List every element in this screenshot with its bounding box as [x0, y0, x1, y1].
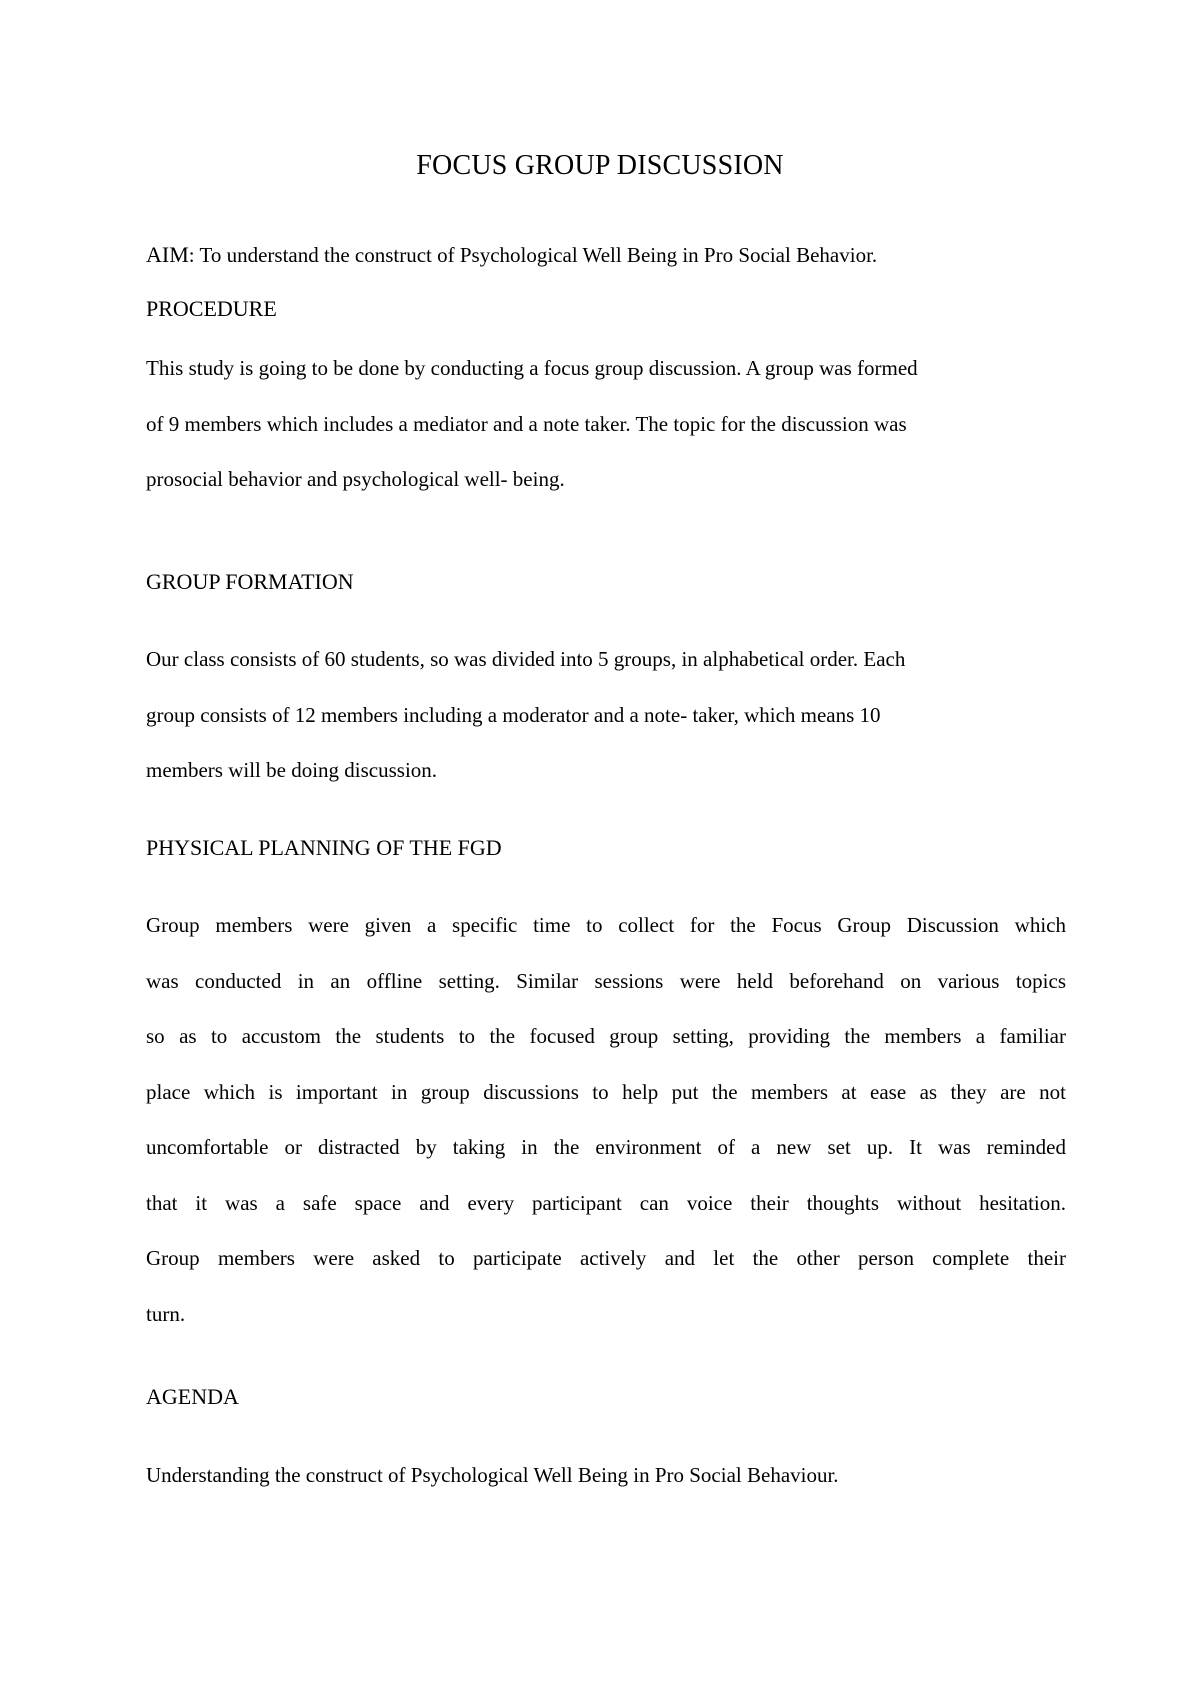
paragraph-line: group consists of 12 members including a moderator and a note- taker, which means 10: [146, 702, 881, 727]
paragraph-line: prosocial behavior and psychological well- being.: [146, 467, 565, 491]
group-formation-heading: GROUP FORMATION: [146, 569, 354, 594]
document-title: FOCUS GROUP DISCUSSION: [416, 150, 784, 181]
aim-label: AIM: [146, 242, 189, 267]
physical-planning-paragraph: [146, 898, 1066, 1342]
aim-text: : To understand the construct of Psychological Well Being in Pro Social Behavior.: [188, 243, 878, 267]
agenda-heading: AGENDA: [146, 1384, 239, 1409]
paragraph-line: Understanding the construct of Psychological Well Being in Pro Social Behaviour.: [146, 1463, 839, 1487]
paragraph-line: members will be doing discussion.: [146, 758, 438, 782]
procedure-paragraph: [146, 341, 1066, 508]
paragraph-line: uncomfortable or distracted by taking in the environment of a new set up. It was reminded: [146, 1135, 1066, 1159]
paragraph-line: that it was a safe space and every participant can voice their thoughts without hesitation.: [146, 1190, 1066, 1215]
paragraph-line: This study is going to be done by conducting a focus group discussion. A group was formed: [146, 356, 918, 380]
paragraph-line: was conducted in an offline setting. Similar sessions were held beforehand on various topics: [146, 968, 1066, 993]
paragraph-line: Group members were given a specific time to collect for the Focus Group Discussion which: [146, 913, 1066, 937]
paragraph-line: of 9 members which includes a mediator and a note taker. The topic for the discussion was: [146, 411, 907, 436]
paragraph-line: turn.: [146, 1301, 186, 1326]
paragraph-line: place which is important in group discussions to help put the members at ease as they are not: [146, 1079, 1066, 1104]
physical-planning-heading: PHYSICAL PLANNING OF THE FGD: [146, 835, 502, 860]
aim-statement: [146, 240, 1066, 270]
paragraph-line: Our class consists of 60 students, so was divided into 5 groups, in alphabetical order. Each: [146, 647, 906, 671]
agenda-paragraph: [146, 1448, 1066, 1504]
group-formation-paragraph: [146, 632, 1066, 799]
paragraph-line: Group members were asked to participate actively and let the other person complete their: [146, 1246, 1066, 1270]
procedure-heading: PROCEDURE: [146, 296, 277, 321]
paragraph-line: so as to accustom the students to the focused group setting, providing the members a familiar: [146, 1024, 1066, 1048]
